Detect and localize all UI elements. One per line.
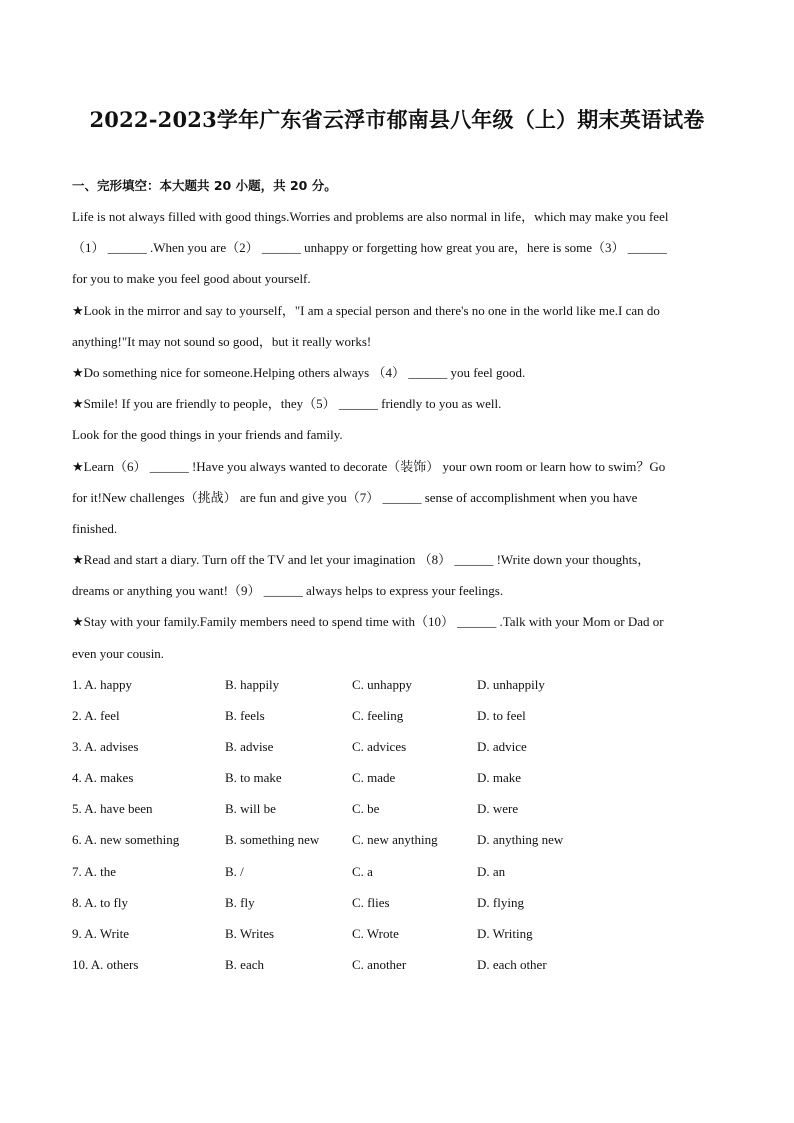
question-row: [72, 918, 724, 949]
option-a: 8. A. to fly: [72, 894, 128, 910]
option-b: B. advise: [225, 739, 274, 755]
question-row: [72, 949, 724, 980]
passage-line: for it!New challenges（挑战） are fun and give you（7） ______ sense of accomplishment when you have: [72, 489, 638, 505]
option-a: 6. A. new something: [72, 832, 180, 848]
passage-line: ★Look in the mirror and say to yourself，"I am a special person and there's no one in the world like me.I can do: [72, 302, 660, 318]
option-d: D. an: [477, 863, 506, 879]
option-b: B. Writes: [225, 925, 275, 941]
passage-line: Life is not always filled with good things.Worries and problems are also normal in life，which may make you feel: [72, 209, 669, 224]
passage-line: dreams or anything you want!（9） ______ always helps to express your feelings.: [72, 583, 504, 599]
option-a: 7. A. the: [72, 863, 117, 879]
option-c: C. another: [352, 956, 407, 972]
option-a: 5. A. have been: [72, 801, 153, 817]
option-b: B. will be: [225, 801, 276, 817]
option-c: C. flies: [352, 894, 390, 910]
option-b: B. fly: [225, 894, 255, 910]
passage-line: finished.: [72, 520, 118, 536]
option-b: B. happily: [225, 677, 280, 692]
passage-line: ★Smile! If you are friendly to people，they（5） ______ friendly to you as well.: [72, 396, 502, 412]
passage-line: even your cousin.: [72, 645, 165, 661]
option-c: C. new anything: [352, 832, 438, 848]
option-d: D. flying: [477, 894, 524, 910]
question-row: [72, 856, 724, 887]
option-c: C. feeling: [352, 708, 404, 724]
option-d: D. advice: [477, 739, 527, 755]
page-title: 2022-2023学年广东省云浮市郁南县八年级（上）期末英语试卷: [89, 107, 705, 132]
option-d: D. make: [477, 770, 522, 786]
option-a: 2. A. feel: [72, 708, 120, 724]
option-b: B. something new: [225, 832, 320, 848]
passage-line: for you to make you feel good about yourself.: [72, 271, 311, 287]
passage-line: Look for the good things in your friends and family.: [72, 427, 343, 443]
option-c: C. advices: [352, 739, 407, 755]
option-b: B. to make: [225, 770, 282, 786]
passage-line: ★Read and start a diary. Turn off the TV and let your imagination （8） ______ !Write down your thoughts，: [72, 552, 651, 568]
option-c: C. Wrote: [352, 925, 399, 941]
option-d: D. were: [477, 801, 519, 817]
question-row: [72, 887, 724, 918]
passage-line: anything!"It may not sound so good，but it really works!: [72, 333, 372, 349]
passage-line: ★Stay with your family.Family members need to spend time with（10） ______ .Talk with your Mom or Dad or: [72, 614, 664, 630]
question-row: [72, 731, 724, 762]
passage-line: ★Do something nice for someone.Helping others always （4） ______ you feel good.: [72, 364, 526, 380]
question-row: [72, 669, 724, 700]
section-heading: 一、完形填空：本大题共 20 小题，共 20 分。: [72, 178, 337, 193]
option-d: D. Writing: [477, 925, 533, 941]
option-b: B. each: [225, 956, 264, 972]
option-d: D. anything new: [477, 832, 564, 848]
passage-line: ★Learn（6） ______ !Have you always wanted to decorate（装饰） your own room or learn how to swim？Go: [72, 458, 666, 474]
option-b: B. /: [225, 863, 244, 879]
question-row: [72, 824, 724, 855]
option-a: 3. A. advises: [72, 739, 139, 755]
option-d: D. to feel: [477, 708, 526, 724]
option-a: 10. A. others: [72, 956, 139, 972]
cloze-passage: [72, 201, 724, 669]
answer-options: [72, 669, 724, 980]
option-d: D. each other: [477, 956, 547, 972]
passage-line: （1） ______ .When you are（2） ______ unhappy or forgetting how great you are，here is some（3） ______: [72, 240, 667, 256]
question-row: [72, 762, 724, 793]
option-c: C. made: [352, 770, 396, 786]
option-c: C. a: [352, 863, 373, 879]
option-a: 1. A. happy: [72, 677, 132, 692]
option-b: B. feels: [225, 708, 265, 724]
option-c: C. be: [352, 801, 380, 817]
option-d: D. unhappily: [477, 677, 545, 692]
option-a: 4. A. makes: [72, 770, 134, 786]
question-row: [72, 700, 724, 731]
option-c: C. unhappy: [352, 677, 412, 692]
question-row: [72, 793, 724, 824]
option-a: 9. A. Write: [72, 925, 130, 941]
